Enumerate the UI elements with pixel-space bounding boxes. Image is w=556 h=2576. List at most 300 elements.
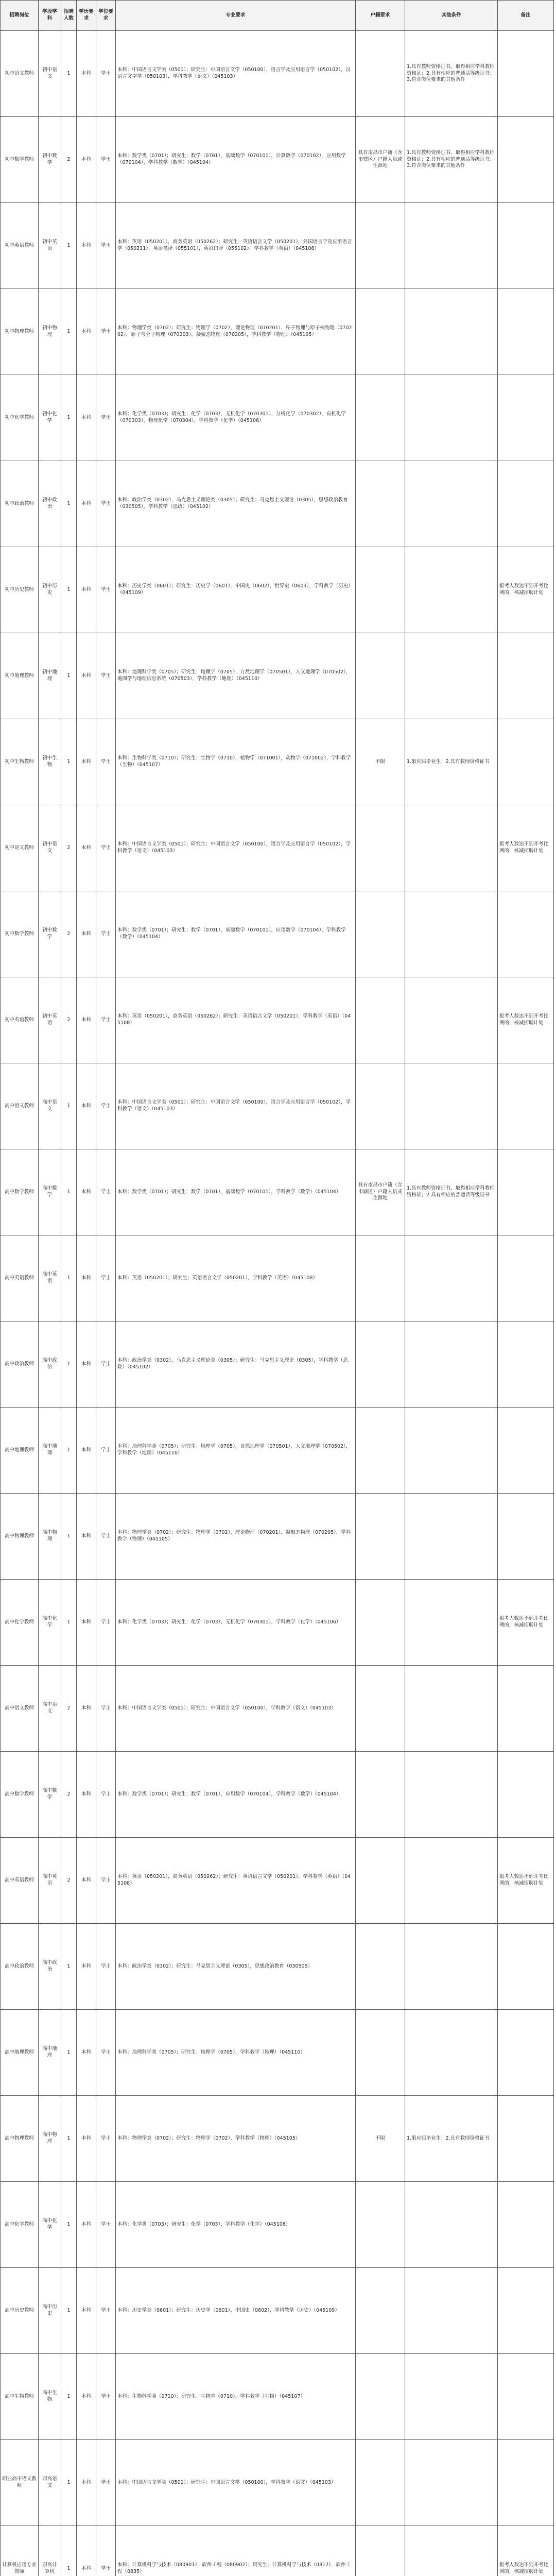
table-row bbox=[1, 1580, 554, 1666]
table-row bbox=[1, 2182, 554, 2268]
cell-count: 2 bbox=[61, 1752, 77, 1838]
cell-count: 1 bbox=[61, 289, 77, 375]
cell-degree: 学士 bbox=[96, 1924, 116, 2010]
cell-post: 高中地理教师 bbox=[1, 2010, 39, 2096]
cell-hukou bbox=[356, 1408, 405, 1494]
cell-count: 1 bbox=[61, 2010, 77, 2096]
cell-count: 1 bbox=[61, 1408, 77, 1494]
cell-other bbox=[405, 2010, 498, 2096]
cell-post: 初中数学教师 bbox=[1, 891, 39, 977]
cell-hukou bbox=[356, 2268, 405, 2354]
cell-post: 高中化学教师 bbox=[1, 1580, 39, 1666]
cell-degree: 学士 bbox=[96, 1408, 116, 1494]
cell-hukou bbox=[356, 289, 405, 375]
cell-post: 高中历史教师 bbox=[1, 2268, 39, 2354]
cell-hukou bbox=[356, 633, 405, 719]
cell-count: 2 bbox=[61, 805, 77, 891]
cell-post: 高中生物教师 bbox=[1, 2354, 39, 2440]
cell-degree: 学士 bbox=[96, 203, 116, 289]
cell-note bbox=[498, 203, 554, 289]
cell-degree: 学士 bbox=[96, 1063, 116, 1149]
cell-note bbox=[498, 1752, 554, 1838]
table-row bbox=[1, 375, 554, 461]
cell-other bbox=[405, 375, 498, 461]
cell-major: 本科：英语（050201）；研究生：英语语言文学（050201），学科教学（英语）（045108） bbox=[116, 1235, 356, 1321]
cell-hukou bbox=[356, 203, 405, 289]
cell-post: 高中语文教师 bbox=[1, 1666, 39, 1752]
table-row bbox=[1, 1838, 554, 1924]
cell-degree: 学士 bbox=[96, 289, 116, 375]
cell-count: 1 bbox=[61, 1063, 77, 1149]
table-header-row bbox=[1, 1, 554, 31]
cell-major: 本科：历史学类（0601）；研究生：历史学（0601），中国史（0602），学科教学（历史）（045109） bbox=[116, 2268, 356, 2354]
cell-note bbox=[498, 1408, 554, 1494]
cell-count: 1 bbox=[61, 375, 77, 461]
cell-post: 职业高中语文教师 bbox=[1, 2440, 39, 2526]
cell-post: 高中数学教师 bbox=[1, 1752, 39, 1838]
cell-degree: 学士 bbox=[96, 1235, 116, 1321]
cell-count: 1 bbox=[61, 1924, 77, 2010]
cell-field: 高中英语 bbox=[39, 1235, 61, 1321]
cell-other bbox=[405, 1321, 498, 1408]
cell-hukou bbox=[356, 1063, 405, 1149]
cell-other bbox=[405, 2440, 498, 2526]
cell-hukou: 不限 bbox=[356, 2096, 405, 2182]
cell-degree: 学士 bbox=[96, 2182, 116, 2268]
cell-degree: 学士 bbox=[96, 1494, 116, 1580]
cell-edu: 本科 bbox=[77, 2526, 96, 2576]
cell-degree: 学士 bbox=[96, 1149, 116, 1235]
cell-field: 初中英语 bbox=[39, 203, 61, 289]
cell-degree: 学士 bbox=[96, 461, 116, 547]
cell-major: 本科：物理学类（0702）；研究生：物理学（0702），理论物理（070201），粒子物理与原子核物理（070202），原子与分子物理（070203），凝聚态物理（070205），学科教学（物理）（045105） bbox=[116, 289, 356, 375]
cell-major: 本科：英语（050201），商务英语（050262）；研究生：英语语言文学（050201），学科教学（英语）（045108） bbox=[116, 977, 356, 1063]
cell-hukou bbox=[356, 977, 405, 1063]
cell-hukou bbox=[356, 1235, 405, 1321]
table-row bbox=[1, 2440, 554, 2526]
cell-edu: 本科 bbox=[77, 1752, 96, 1838]
cell-note bbox=[498, 1235, 554, 1321]
cell-other bbox=[405, 1666, 498, 1752]
cell-note: 报考人数达不到开考比例的，核减招聘计划 bbox=[498, 1580, 554, 1666]
cell-other: 1.限应届毕业生；2.具有教师资格证书 bbox=[405, 2096, 498, 2182]
cell-degree: 学士 bbox=[96, 2268, 116, 2354]
cell-major: 本科：化学类（0703）；研究生：化学（0703），无机化学（070301），分析化学（070302），有机化学（070303），物理化学（070304），学科教学（化学）（045106） bbox=[116, 375, 356, 461]
cell-other bbox=[405, 203, 498, 289]
cell-major: 本科：政治学类（0302），马克思主义理论类（0305）；研究生：马克思主义理论（0305），思想政治教育（030505），学科教学（思政）（045102） bbox=[116, 461, 356, 547]
cell-post: 初中政治教师 bbox=[1, 461, 39, 547]
cell-edu: 本科 bbox=[77, 1063, 96, 1149]
cell-major: 本科：数学类（0701）；研究生：数学（0701），应用数学（070104），学科教学（数学）（045104） bbox=[116, 1752, 356, 1838]
cell-edu: 本科 bbox=[77, 117, 96, 203]
cell-field: 高中语文 bbox=[39, 1666, 61, 1752]
cell-other bbox=[405, 1494, 498, 1580]
cell-major: 本科：数学类（0701）；研究生：数学（0701），基础数学（070101），应用数学（070104），学科教学（数学）（045104） bbox=[116, 891, 356, 977]
cell-other bbox=[405, 2354, 498, 2440]
cell-degree: 学士 bbox=[96, 1666, 116, 1752]
cell-count: 1 bbox=[61, 1321, 77, 1408]
cell-edu: 本科 bbox=[77, 547, 96, 633]
table-row bbox=[1, 547, 554, 633]
cell-count: 1 bbox=[61, 2354, 77, 2440]
cell-field: 高中政治 bbox=[39, 1924, 61, 2010]
cell-note bbox=[498, 1321, 554, 1408]
cell-degree: 学士 bbox=[96, 375, 116, 461]
cell-edu: 本科 bbox=[77, 1494, 96, 1580]
cell-edu: 本科 bbox=[77, 2268, 96, 2354]
header-other: 其他条件 bbox=[405, 1, 498, 31]
table-row bbox=[1, 2010, 554, 2096]
cell-field: 初中语文 bbox=[39, 31, 61, 117]
cell-note: 报考人数达不到开考比例的，核减招聘计划 bbox=[498, 547, 554, 633]
header-degree: 学位要求 bbox=[96, 1, 116, 31]
cell-hukou bbox=[356, 1838, 405, 1924]
table-row bbox=[1, 289, 554, 375]
cell-count: 1 bbox=[61, 1235, 77, 1321]
table-row bbox=[1, 1063, 554, 1149]
cell-edu: 本科 bbox=[77, 31, 96, 117]
cell-major: 本科：中国语言文学类（0501）；研究生：中国语言文学（050100），语言学及应用语言学（050102），汉语言文字学（050103），学科教学（语文）（045103） bbox=[116, 31, 356, 117]
header-field: 学段学科 bbox=[39, 1, 61, 31]
table-row bbox=[1, 2354, 554, 2440]
cell-edu: 本科 bbox=[77, 1149, 96, 1235]
header-edu: 学历要求 bbox=[77, 1, 96, 31]
cell-degree: 学士 bbox=[96, 891, 116, 977]
cell-other bbox=[405, 1580, 498, 1666]
cell-degree: 学士 bbox=[96, 1321, 116, 1408]
cell-count: 2 bbox=[61, 117, 77, 203]
cell-hukou bbox=[356, 1666, 405, 1752]
cell-note: 报考人数达不到开考比例的，核减招聘计划 bbox=[498, 805, 554, 891]
cell-major: 本科：政治学类（0302），马克思主义理论类（0305）；研究生：马克思主义理论（0305），学科教学（思政）（045102） bbox=[116, 1321, 356, 1408]
cell-other: 1.具有教师资格证书，取得相应学科教师资格证；2.具有相应的普通话等级证书；3.符合岗位要求的其他条件 bbox=[405, 31, 498, 117]
cell-note bbox=[498, 289, 554, 375]
cell-edu: 本科 bbox=[77, 633, 96, 719]
table-row bbox=[1, 203, 554, 289]
cell-field: 高中地理 bbox=[39, 1408, 61, 1494]
cell-other bbox=[405, 461, 498, 547]
cell-edu: 本科 bbox=[77, 1580, 96, 1666]
cell-field: 高中物理 bbox=[39, 2096, 61, 2182]
cell-field: 职高计算机 bbox=[39, 2526, 61, 2576]
cell-field: 职高语文 bbox=[39, 2440, 61, 2526]
cell-other bbox=[405, 633, 498, 719]
cell-edu: 本科 bbox=[77, 1666, 96, 1752]
table-body bbox=[1, 31, 554, 2576]
cell-field: 初中物理 bbox=[39, 289, 61, 375]
cell-major: 本科：中国语言文学类（0501）；研究生：中国语言文学（050100），学科教学（语文）（045103） bbox=[116, 2440, 356, 2526]
table-row bbox=[1, 2526, 554, 2576]
cell-hukou bbox=[356, 1752, 405, 1838]
cell-edu: 本科 bbox=[77, 1235, 96, 1321]
cell-note: 报考人数达不到开考比例的，核减招聘计划 bbox=[498, 2526, 554, 2576]
cell-other: 1.具有教师资格证书，取得相应学科教师资格证；2.具有相应的普通话等级证书 bbox=[405, 1149, 498, 1235]
cell-major: 本科：化学类（0703）；研究生：化学（0703），无机化学（070301），学科教学（化学）（045106） bbox=[116, 1580, 356, 1666]
cell-field: 初中地理 bbox=[39, 633, 61, 719]
cell-major: 本科：计算机科学与技术（080901），软件工程（080902）；研究生：计算机科学与技术（0812），软件工程（0835） bbox=[116, 2526, 356, 2576]
cell-post: 初中生物教师 bbox=[1, 719, 39, 805]
table-row bbox=[1, 977, 554, 1063]
cell-post: 高中英语教师 bbox=[1, 1838, 39, 1924]
cell-note bbox=[498, 1666, 554, 1752]
cell-edu: 本科 bbox=[77, 2096, 96, 2182]
table-row bbox=[1, 1752, 554, 1838]
cell-count: 2 bbox=[61, 891, 77, 977]
cell-other bbox=[405, 977, 498, 1063]
cell-count: 1 bbox=[61, 1149, 77, 1235]
cell-degree: 学士 bbox=[96, 117, 116, 203]
cell-field: 初中英语 bbox=[39, 977, 61, 1063]
cell-other bbox=[405, 547, 498, 633]
cell-degree: 学士 bbox=[96, 2010, 116, 2096]
cell-hukou: 具有南昌市户籍（含市辖区）户籍人员或生源地 bbox=[356, 1149, 405, 1235]
cell-hukou bbox=[356, 375, 405, 461]
cell-count: 2 bbox=[61, 1838, 77, 1924]
cell-edu: 本科 bbox=[77, 203, 96, 289]
cell-major: 本科：中国语言文学类（0501）；研究生：中国语言文学（050100），语言学及应用语言学（050102），学科教学（语文）（045103） bbox=[116, 805, 356, 891]
cell-edu: 本科 bbox=[77, 2440, 96, 2526]
cell-hukou bbox=[356, 547, 405, 633]
cell-edu: 本科 bbox=[77, 891, 96, 977]
cell-post: 初中语文教师 bbox=[1, 805, 39, 891]
cell-degree: 学士 bbox=[96, 1752, 116, 1838]
cell-degree: 学士 bbox=[96, 547, 116, 633]
cell-post: 高中化学教师 bbox=[1, 2182, 39, 2268]
cell-other: 1.具有教师资格证书，取得相应学科教师资格证；2.具有相应的普通话等级证书；3.符合岗位要求的其他条件 bbox=[405, 117, 498, 203]
cell-field: 高中语文 bbox=[39, 1063, 61, 1149]
cell-note bbox=[498, 117, 554, 203]
cell-post: 初中语文教师 bbox=[1, 31, 39, 117]
cell-hukou bbox=[356, 2354, 405, 2440]
table-row bbox=[1, 2268, 554, 2354]
cell-post: 初中地理教师 bbox=[1, 633, 39, 719]
table-row bbox=[1, 1235, 554, 1321]
cell-other bbox=[405, 1063, 498, 1149]
cell-hukou bbox=[356, 461, 405, 547]
cell-field: 初中政治 bbox=[39, 461, 61, 547]
cell-edu: 本科 bbox=[77, 1321, 96, 1408]
cell-major: 本科：中国语言文学类（0501）；研究生：中国语言文学（050100），语言学及应用语言学（050102），学科教学（语文）（045103） bbox=[116, 1063, 356, 1149]
cell-field: 高中数学 bbox=[39, 1149, 61, 1235]
cell-note bbox=[498, 719, 554, 805]
cell-other bbox=[405, 2182, 498, 2268]
cell-note bbox=[498, 375, 554, 461]
table-row bbox=[1, 461, 554, 547]
cell-field: 初中生物 bbox=[39, 719, 61, 805]
cell-field: 初中数学 bbox=[39, 117, 61, 203]
cell-count: 1 bbox=[61, 633, 77, 719]
cell-major: 本科：地理科学类（0705）；研究生：地理学（0705），自然地理学（070501），人文地理学（070502），学科教学（地理）（045110） bbox=[116, 1408, 356, 1494]
cell-major: 本科：化学类（0703）；研究生：化学（0703），学科教学（化学）（045106） bbox=[116, 2182, 356, 2268]
table-row bbox=[1, 1321, 554, 1408]
cell-count: 1 bbox=[61, 203, 77, 289]
cell-major: 本科：历史学类（0601）；研究生：历史学（0601），中国史（0602），世界史（0603），学科教学（历史）（045109） bbox=[116, 547, 356, 633]
header-major: 专业要求 bbox=[116, 1, 356, 31]
cell-major: 本科：数学类（0701）；研究生：数学（0701），基础数学（070101），学科教学（数学）（045104） bbox=[116, 1149, 356, 1235]
cell-hukou bbox=[356, 891, 405, 977]
table-row bbox=[1, 2096, 554, 2182]
cell-post: 高中英语教师 bbox=[1, 1235, 39, 1321]
cell-hukou bbox=[356, 1924, 405, 2010]
cell-field: 初中语文 bbox=[39, 805, 61, 891]
cell-other bbox=[405, 289, 498, 375]
cell-hukou: 具有南昌市户籍（含市辖区）户籍人员或生源地 bbox=[356, 117, 405, 203]
table-row bbox=[1, 1924, 554, 2010]
cell-hukou bbox=[356, 1580, 405, 1666]
cell-note bbox=[498, 891, 554, 977]
cell-field: 高中物理 bbox=[39, 1494, 61, 1580]
cell-edu: 本科 bbox=[77, 375, 96, 461]
cell-count: 1 bbox=[61, 1580, 77, 1666]
table-row bbox=[1, 719, 554, 805]
cell-note bbox=[498, 2182, 554, 2268]
table-row bbox=[1, 1666, 554, 1752]
cell-edu: 本科 bbox=[77, 719, 96, 805]
cell-post: 高中物理教师 bbox=[1, 2096, 39, 2182]
cell-hukou bbox=[356, 1321, 405, 1408]
cell-field: 高中政治 bbox=[39, 1321, 61, 1408]
cell-field: 高中生物 bbox=[39, 2354, 61, 2440]
table-row bbox=[1, 633, 554, 719]
cell-count: 1 bbox=[61, 2182, 77, 2268]
cell-degree: 学士 bbox=[96, 633, 116, 719]
cell-post: 高中数学教师 bbox=[1, 1149, 39, 1235]
cell-field: 初中数学 bbox=[39, 891, 61, 977]
cell-degree: 学士 bbox=[96, 1580, 116, 1666]
cell-post: 初中数学教师 bbox=[1, 117, 39, 203]
cell-post: 高中政治教师 bbox=[1, 1321, 39, 1408]
table-row bbox=[1, 117, 554, 203]
header-note: 备注 bbox=[498, 1, 554, 31]
cell-other bbox=[405, 2268, 498, 2354]
cell-note bbox=[498, 633, 554, 719]
cell-edu: 本科 bbox=[77, 461, 96, 547]
cell-field: 高中数学 bbox=[39, 1752, 61, 1838]
cell-degree: 学士 bbox=[96, 31, 116, 117]
cell-hukou: 不限 bbox=[356, 719, 405, 805]
cell-degree: 学士 bbox=[96, 1838, 116, 1924]
table-row bbox=[1, 805, 554, 891]
cell-note bbox=[498, 1149, 554, 1235]
cell-field: 高中历史 bbox=[39, 2268, 61, 2354]
cell-count: 1 bbox=[61, 719, 77, 805]
cell-note bbox=[498, 2440, 554, 2526]
cell-edu: 本科 bbox=[77, 2354, 96, 2440]
cell-note: 报考人数达不到开考比例的，核减招聘计划 bbox=[498, 1838, 554, 1924]
cell-degree: 学士 bbox=[96, 805, 116, 891]
cell-hukou bbox=[356, 2526, 405, 2576]
cell-note bbox=[498, 31, 554, 117]
cell-hukou bbox=[356, 31, 405, 117]
cell-edu: 本科 bbox=[77, 805, 96, 891]
cell-post: 计算机应用专业教师 bbox=[1, 2526, 39, 2576]
header-count: 招聘人数 bbox=[61, 1, 77, 31]
cell-count: 1 bbox=[61, 461, 77, 547]
cell-other bbox=[405, 1235, 498, 1321]
cell-field: 初中化学 bbox=[39, 375, 61, 461]
cell-field: 高中化学 bbox=[39, 2182, 61, 2268]
cell-post: 高中物理教师 bbox=[1, 1494, 39, 1580]
cell-major: 本科：数学类（0701）；研究生：数学（0701），基础数学（070101），计算数学（070102），应用数学（070104），学科教学（数学）（045104） bbox=[116, 117, 356, 203]
cell-degree: 学士 bbox=[96, 2440, 116, 2526]
cell-hukou bbox=[356, 2010, 405, 2096]
cell-post: 初中英语教师 bbox=[1, 203, 39, 289]
cell-note bbox=[498, 2096, 554, 2182]
cell-major: 本科：政治学类（0302）；研究生：马克思主义理论（0305），思想政治教育（030505） bbox=[116, 1924, 356, 2010]
cell-other bbox=[405, 1752, 498, 1838]
cell-post: 初中物理教师 bbox=[1, 289, 39, 375]
cell-count: 1 bbox=[61, 547, 77, 633]
cell-major: 本科：地理科学类（0705）；研究生：地理学（0705），学科教学（地理）（045110） bbox=[116, 2010, 356, 2096]
cell-count: 1 bbox=[61, 2526, 77, 2576]
cell-other bbox=[405, 805, 498, 891]
cell-note bbox=[498, 2268, 554, 2354]
cell-post: 初中英语教师 bbox=[1, 977, 39, 1063]
table-row bbox=[1, 891, 554, 977]
cell-other bbox=[405, 1408, 498, 1494]
cell-count: 2 bbox=[61, 1666, 77, 1752]
table-row bbox=[1, 1149, 554, 1235]
cell-major: 本科：物理学类（0702）；研究生：物理学（0702），理论物理（070201），凝聚态物理（070205），学科教学（物理）（045105） bbox=[116, 1494, 356, 1580]
cell-field: 初中历史 bbox=[39, 547, 61, 633]
cell-count: 2 bbox=[61, 977, 77, 1063]
cell-other bbox=[405, 1924, 498, 2010]
cell-post: 初中历史教师 bbox=[1, 547, 39, 633]
cell-major: 本科：物理学类（0702）；研究生：物理学（0702），学科教学（物理）（045105） bbox=[116, 2096, 356, 2182]
cell-edu: 本科 bbox=[77, 2182, 96, 2268]
cell-count: 1 bbox=[61, 2440, 77, 2526]
cell-field: 高中英语 bbox=[39, 1838, 61, 1924]
cell-count: 1 bbox=[61, 2096, 77, 2182]
table-row bbox=[1, 1494, 554, 1580]
cell-major: 本科：生物科学类（0710）；研究生：生物学（0710），植物学（071001），动物学（071002），学科教学（生物）（045107） bbox=[116, 719, 356, 805]
cell-field: 高中地理 bbox=[39, 2010, 61, 2096]
cell-hukou bbox=[356, 2182, 405, 2268]
cell-edu: 本科 bbox=[77, 1924, 96, 2010]
cell-note bbox=[498, 1494, 554, 1580]
cell-post: 高中政治教师 bbox=[1, 1924, 39, 2010]
cell-edu: 本科 bbox=[77, 1408, 96, 1494]
cell-post: 初中化学教师 bbox=[1, 375, 39, 461]
cell-other bbox=[405, 891, 498, 977]
cell-field: 高中化学 bbox=[39, 1580, 61, 1666]
table-row bbox=[1, 1408, 554, 1494]
cell-count: 1 bbox=[61, 2268, 77, 2354]
cell-note: 报考人数达不到开考比例的，核减招聘计划 bbox=[498, 977, 554, 1063]
cell-other bbox=[405, 1838, 498, 1924]
cell-note bbox=[498, 1924, 554, 2010]
cell-edu: 本科 bbox=[77, 289, 96, 375]
cell-count: 1 bbox=[61, 1494, 77, 1580]
cell-other bbox=[405, 2526, 498, 2576]
cell-edu: 本科 bbox=[77, 2010, 96, 2096]
cell-major: 本科：英语（050201），商务英语（050262）；研究生：英语语言文学（050201），学科教学（英语）（045108） bbox=[116, 1838, 356, 1924]
cell-major: 本科：生物科学类（0710）；研究生：生物学（0710），学科教学（生物）（045107） bbox=[116, 2354, 356, 2440]
cell-major: 本科：英语（050201），商务英语（050262）；研究生：英语语言文学（050201），外国语言学及应用语言学（050211），英语笔译（055101），英语口译（055102），学科教学（英语）（045108） bbox=[116, 203, 356, 289]
cell-degree: 学士 bbox=[96, 719, 116, 805]
cell-note bbox=[498, 2354, 554, 2440]
header-post: 招聘岗位 bbox=[1, 1, 39, 31]
cell-major: 本科：地理科学类（0705）；研究生：地理学（0705），自然地理学（070501），人文地理学（070502），地图学与地理信息系统（070503），学科教学（地理）（045110） bbox=[116, 633, 356, 719]
cell-major: 本科：中国语言文学类（0501）；研究生：中国语言文学（050100），学科教学（语文）（045103） bbox=[116, 1666, 356, 1752]
cell-degree: 学士 bbox=[96, 2526, 116, 2576]
cell-degree: 学士 bbox=[96, 2096, 116, 2182]
cell-hukou bbox=[356, 2440, 405, 2526]
table-row bbox=[1, 31, 554, 117]
cell-note bbox=[498, 1063, 554, 1149]
cell-count: 1 bbox=[61, 31, 77, 117]
cell-edu: 本科 bbox=[77, 977, 96, 1063]
